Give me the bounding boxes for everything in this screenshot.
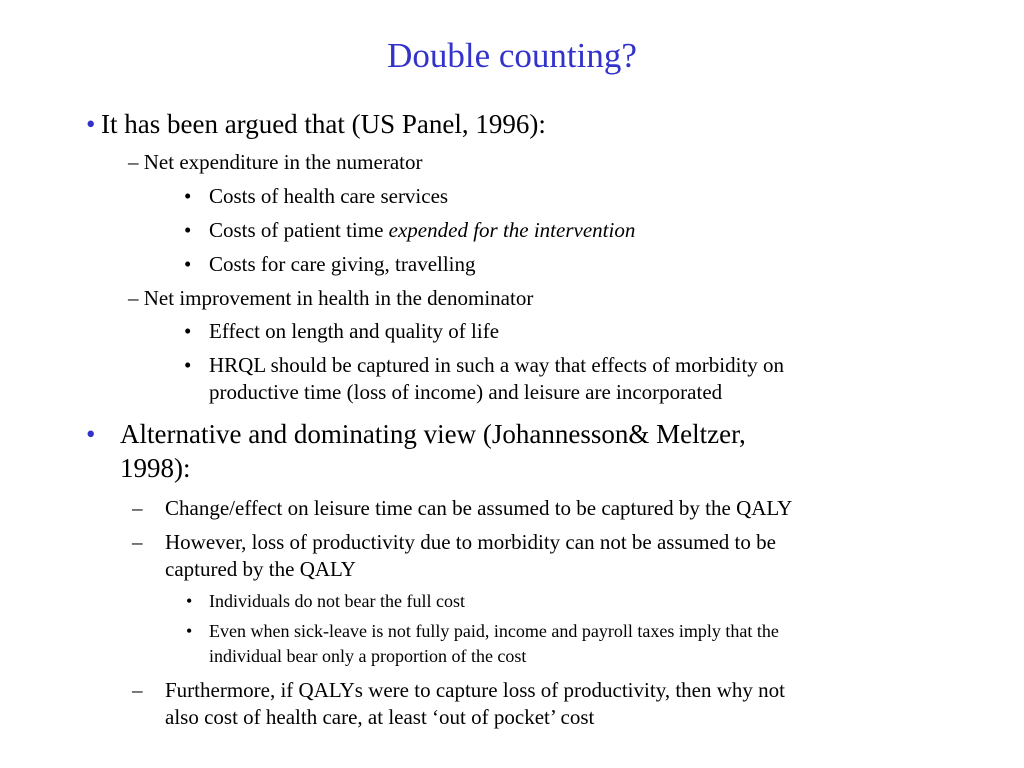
bullet-icon: • [184,319,192,343]
dash-icon: – [128,286,139,310]
point2-sub3-line1: Furthermore, if QALYs were to capture loss of productivity, then why not [165,678,785,702]
point2-line1: Alternative and dominating view (Johannesson& Meltzer, [120,419,746,449]
bullet-icon: • [184,353,192,377]
point1-sub2-item-1: Effect on length and quality of life [209,319,500,343]
bullet-icon: • [184,252,192,276]
point1-sub2-item-2-line2: productive time (loss of income) and leisure are incorporated [209,380,723,404]
dash-icon: – [132,530,143,554]
point2-sub2-item-1: Individuals do not bear the full cost [209,591,465,611]
item-2-text: Costs of patient time [209,218,389,242]
point2-sub2-item-2-line2: individual bear only a proportion of the cost [209,646,527,666]
item-2-italic: expended for the intervention [388,218,636,242]
bullet-icon: • [184,184,192,208]
point1-sub1-text: Net expenditure in the numerator [143,150,423,174]
point1-sub2-text: Net improvement in health in the denominator [143,286,534,310]
dash-icon: – [132,678,143,702]
bullet-icon: • [86,109,96,139]
point1-text: It has been argued that (US Panel, 1996): [101,109,546,139]
point1-sub2-item-2-line1: HRQL should be captured in such a way that effects of morbidity on [209,353,785,377]
point2-sub2-line2: captured by the QALY [165,557,356,581]
bullet-icon: • [86,419,96,449]
bullet-icon: • [186,621,193,641]
point1-sub1-item-3: Costs for care giving, travelling [209,252,476,276]
bullet-icon: • [184,218,192,242]
point1-sub1 [128,148,422,176]
point2-sub2-line1: However, loss of productivity due to morbidity can not be assumed to be [165,530,776,554]
dash-icon: – [132,496,143,520]
point1-sub1-item-1: Costs of health care services [209,184,449,208]
point2-sub2-item-2-line1: Even when sick-leave is not fully paid, income and payroll taxes imply that the [209,621,779,641]
point1-sub2 [128,284,533,312]
point2-sub3-line2: also cost of health care, at least ‘out of pocket’ cost [165,705,595,729]
point2-sub1: Change/effect on leisure time can be assumed to be captured by the QALY [165,496,793,520]
bullet-icon: • [186,591,193,611]
point1-sub1-item-2 [209,216,635,244]
slide-title: Double counting? [387,36,637,75]
point2-line2: 1998): [120,453,191,483]
dash-icon: – [128,150,139,174]
